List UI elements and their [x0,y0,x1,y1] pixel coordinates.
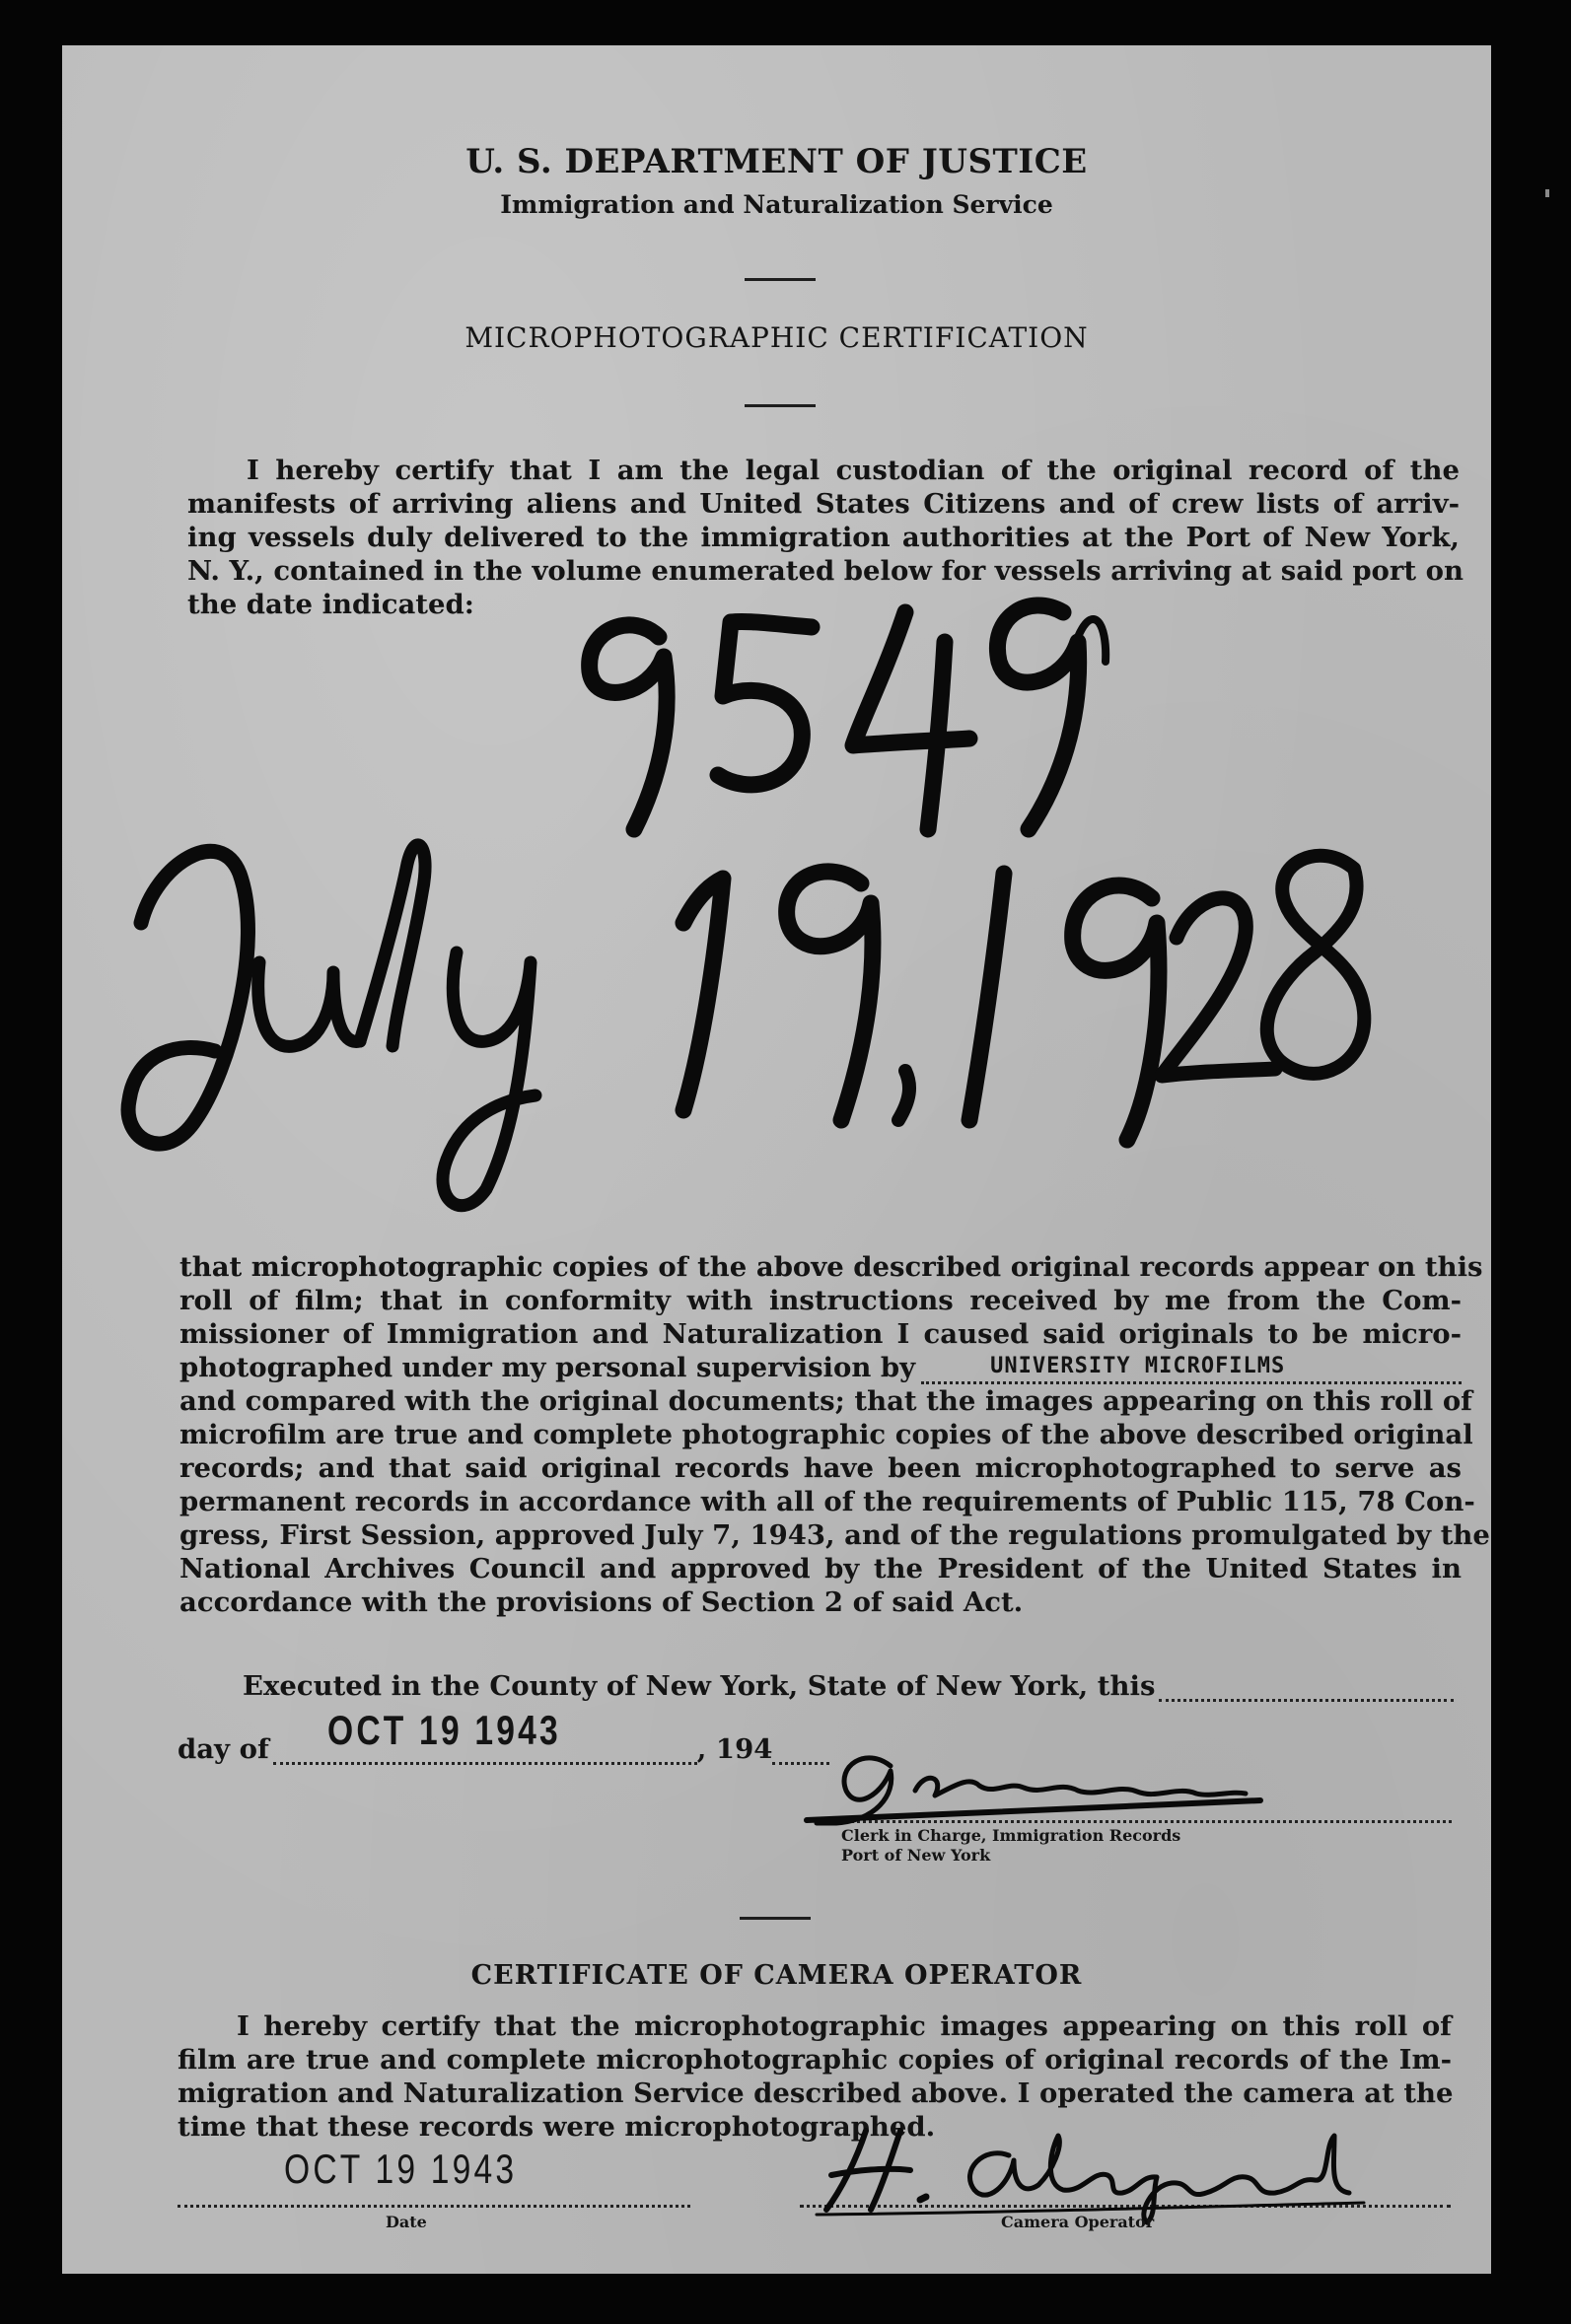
body-line-text: photographed under my personal supervision by [179,1352,916,1383]
operator-date-stamp: OCT 19 1943 [284,2146,518,2192]
certificate-page [62,45,1491,2274]
executed-text: Executed in the County of New York, State of New York, this [243,1670,1156,1702]
clerk-signature [797,1736,1389,1830]
operator-line: migration and Naturalization Service described above. I operated the camera at the [178,2078,1454,2109]
supervisor-field [921,1354,1462,1384]
operator-line: film are true and complete microphotographic copies of original records of the Im- [178,2044,1452,2076]
handwritten-date [82,805,1393,1229]
supervisor-name: UNIVERSITY MICROFILMS [990,1354,1286,1378]
operator-line: time that these records were microphotographed. [178,2111,936,2143]
body-line: gress, First Session, approved July 7, 1943, and of the regulations promulgated by the [179,1519,1490,1551]
day-of-label: day of [178,1733,269,1765]
body-line [179,1351,1462,1384]
executed-day-field [1159,1677,1454,1702]
divider [740,1917,811,1920]
service-subheading: Immigration and Naturalization Service [500,190,1053,219]
camera-operator-label: Camera Operator [1001,2213,1155,2231]
body-line: National Archives Council and approved by the President of the United States in [179,1553,1462,1585]
day-of-field [273,1707,697,1765]
intro-line: I hereby certify that I am the legal custodian of the original record of the [247,455,1460,486]
body-line: missioner of Immigration and Naturalization I caused said originals to be micro- [179,1318,1462,1350]
operator-date-field [178,2191,690,2208]
body-line: roll of film; that in conformity with instructions received by me from the Com- [179,1285,1462,1316]
body-line: accordance with the provisions of Section 2 of said Act. [179,1586,1024,1618]
day-of-line [178,1707,868,1765]
operator-signature [812,2116,1423,2224]
year-prefix: , 194 [696,1733,773,1765]
body-paragraph [179,1250,1490,1619]
date-stamp: OCT 19 1943 [326,1707,561,1753]
intro-line: manifests of arriving aliens and United States Citizens and of crew lists of arriv- [187,488,1460,520]
divider [745,404,816,407]
operator-line: I hereby certify that the microphotographic images appearing on this roll of [237,2010,1452,2042]
body-line: and compared with the original documents; that the images appearing on this roll of [179,1385,1472,1417]
body-line: that microphotographic copies of the above described original records appear on this [179,1251,1483,1283]
body-line: permanent records in accordance with all of the requirements of Public 115, 78 Con- [179,1486,1475,1517]
date-label: Date [386,2213,427,2231]
clerk-title-line2: Port of New York [841,1846,991,1865]
intro-line: ing vessels duly delivered to the immigration authorities at the Port of New York, [187,522,1460,553]
camera-operator-title: CERTIFICATE OF CAMERA OPERATOR [470,1960,1083,1991]
department-heading: U. S. DEPARTMENT OF JUSTICE [465,142,1088,181]
intro-line: the date indicated: [187,589,474,620]
clerk-title [841,1826,1180,1866]
clerk-title-line1: Clerk in Charge, Immigration Records [841,1826,1181,1845]
body-line: microfilm are true and complete photographic copies of the above described original [179,1419,1473,1450]
certification-title: MICROPHOTOGRAPHIC CERTIFICATION [464,321,1089,354]
body-line: records; and that said original records have been microphotographed to serve as [179,1452,1462,1484]
divider [745,278,816,281]
executed-line [243,1670,1454,1702]
film-mark [1545,189,1549,197]
intro-line: N. Y., contained in the volume enumerated below for vessels arriving at said port on [187,555,1464,587]
